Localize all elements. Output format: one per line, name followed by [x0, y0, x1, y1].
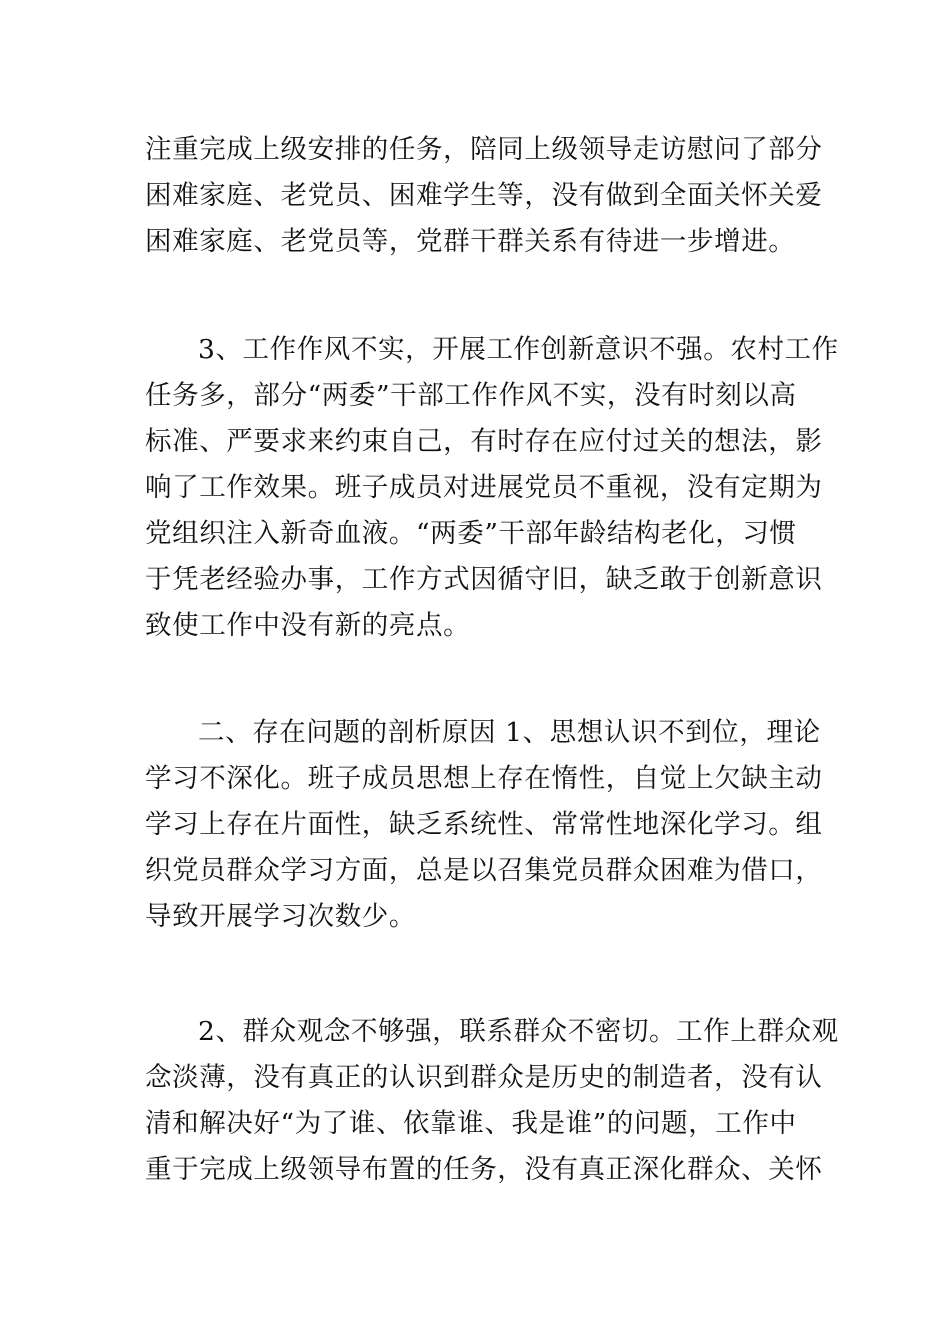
paragraph-2 — [145, 327, 839, 649]
text-line: 困难家庭、老党员等，党群干群关系有待进一步增进。 — [145, 226, 796, 257]
text-line: 响了工作效果。班子成员对进展党员不重视，没有定期为 — [145, 472, 823, 503]
text-line: 重于完成上级领导布置的任务，没有真正深化群众、关怀 — [145, 1154, 823, 1185]
text-line: 致使工作中没有新的亮点。 — [145, 610, 471, 641]
text-line: 任务多，部分“两委”干部工作作风不实，没有时刻以高 — [145, 380, 797, 411]
text-line: 困难家庭、老党员、困难学生等，没有做到全面关怀关爱 — [145, 180, 823, 211]
text-line: 织党员群众学习方面，总是以召集党员群众困难为借口， — [145, 855, 823, 886]
text-line: 注重完成上级安排的任务，陪同上级领导走访慰问了部分 — [145, 134, 823, 165]
text-line: 于凭老经验办事，工作方式因循守旧，缺乏敢于创新意识 — [145, 564, 823, 595]
text-line: 二、存在问题的剖析原因 1、思想认识不到位，理论 — [198, 717, 821, 748]
text-line: 标准、严要求来约束自己，有时存在应付过关的想法，影 — [145, 426, 823, 457]
paragraph-4 — [145, 1009, 839, 1193]
text-line: 清和解决好“为了谁、依靠谁、我是谁”的问题，工作中 — [145, 1108, 797, 1139]
text-line: 学习不深化。班子成员思想上存在惰性，自觉上欠缺主动 — [145, 763, 823, 794]
text-line: 学习上存在片面性，缺乏系统性、常常性地深化学习。组 — [145, 809, 823, 840]
text-line: 导致开展学习次数少。 — [145, 901, 416, 932]
paragraph-3 — [145, 710, 823, 940]
paragraph-1 — [145, 127, 823, 265]
text-line: 念淡薄，没有真正的认识到群众是历史的制造者，没有认 — [145, 1062, 823, 1093]
text-line: 党组织注入新奇血液。“两委”干部年龄结构老化，习惯 — [145, 518, 797, 549]
text-line: 3、工作作风不实，开展工作创新意识不强。农村工作 — [198, 334, 839, 365]
text-line: 2、群众观念不够强，联系群众不密切。工作上群众观 — [198, 1016, 839, 1047]
